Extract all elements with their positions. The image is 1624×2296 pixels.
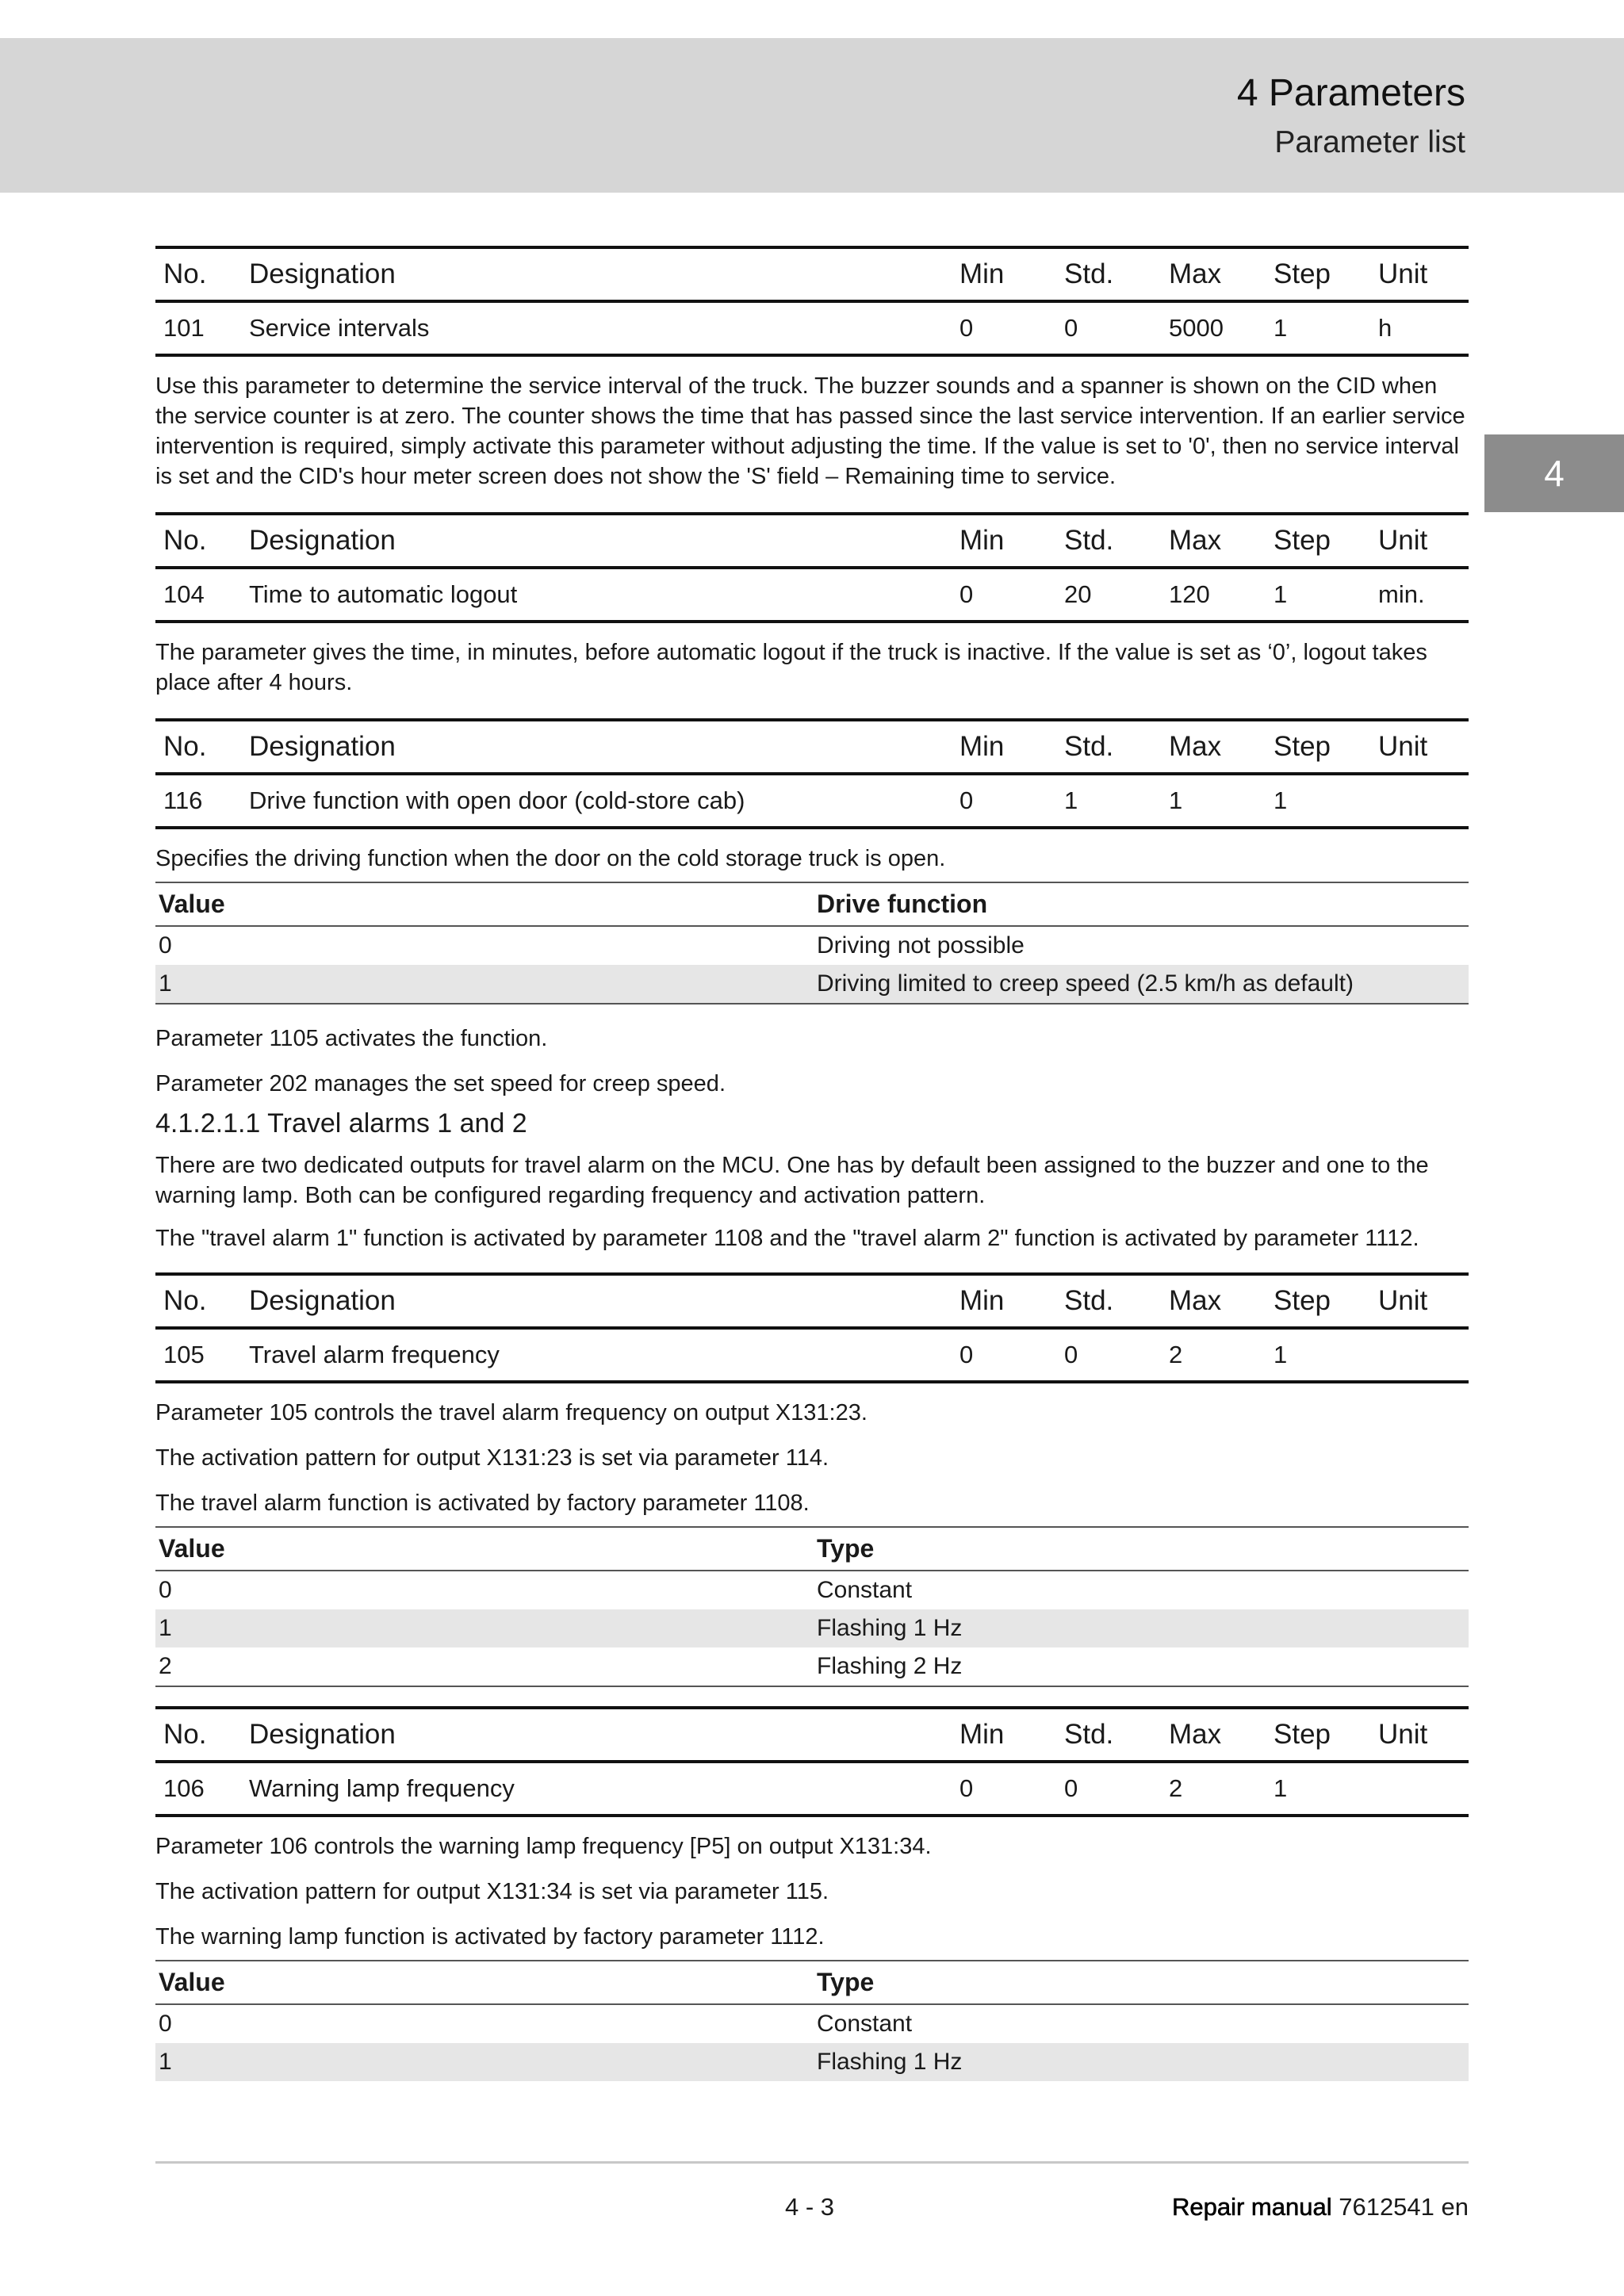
param-row xyxy=(155,1762,1469,1816)
table-row xyxy=(155,2043,1469,2081)
col-designation: Designation xyxy=(241,1708,952,1762)
col-min: Min xyxy=(952,514,1056,568)
param-std: 20 xyxy=(1056,568,1161,622)
param-unit xyxy=(1370,1328,1469,1382)
p105-note-3: The travel alarm function is activated by factory parameter 1108. xyxy=(155,1490,810,1516)
param-row xyxy=(155,1328,1469,1382)
param-min: 0 xyxy=(952,1762,1056,1816)
table-row xyxy=(155,1609,1469,1647)
p106-note-2: The activation pattern for output X131:34 is set via parameter 115. xyxy=(155,1879,829,1904)
manual-number: 7612541 en xyxy=(1339,2193,1469,2221)
row-description: Driving not possible xyxy=(817,932,1025,959)
col-designation: Designation xyxy=(241,247,952,301)
col-min: Min xyxy=(952,247,1056,301)
param-unit: h xyxy=(1370,301,1469,355)
type-column-header: Type xyxy=(814,1527,1469,1571)
p106-note-1: Parameter 106 controls the warning lamp frequency [P5] on output X131:34. xyxy=(155,1834,932,1859)
col-designation: Designation xyxy=(241,514,952,568)
param-table-101 xyxy=(155,246,1469,357)
param-unit xyxy=(1370,774,1469,828)
param-max: 1 xyxy=(1161,774,1266,828)
param-max: 2 xyxy=(1161,1328,1266,1382)
col-no: No. xyxy=(155,247,241,301)
drive-function-column-header: Drive function xyxy=(814,882,1469,926)
col-min: Min xyxy=(952,1274,1056,1328)
param-designation: Drive function with open door (cold-store cab) xyxy=(241,774,952,828)
type-column-header: Type xyxy=(814,1961,1469,2004)
manual-reference xyxy=(1172,2193,1469,2221)
col-unit: Unit xyxy=(1370,1708,1469,1762)
param-header-row xyxy=(155,247,1469,301)
travel-alarm-type-table xyxy=(155,1526,1469,1687)
row-description: Flashing 2 Hz xyxy=(814,1647,1469,1686)
param-max: 5000 xyxy=(1161,301,1266,355)
col-no: No. xyxy=(155,1274,241,1328)
param-table-105 xyxy=(155,1272,1469,1383)
manual-label: Repair manual xyxy=(1171,2193,1332,2221)
col-std: Std. xyxy=(1056,1274,1161,1328)
param-unit: min. xyxy=(1370,568,1469,622)
param-header-row xyxy=(155,720,1469,774)
p116-description: Specifies the driving function when the door on the cold storage truck is open. xyxy=(155,846,946,871)
param-table-104 xyxy=(155,512,1469,623)
param-min: 0 xyxy=(952,568,1056,622)
p105-note-1: Parameter 105 controls the travel alarm frequency on output X131:23. xyxy=(155,1400,868,1425)
table-row xyxy=(155,2004,1469,2043)
param-no: 105 xyxy=(155,1328,241,1382)
col-std: Std. xyxy=(1056,514,1161,568)
col-unit: Unit xyxy=(1370,514,1469,568)
value-table-header xyxy=(155,1527,1469,1571)
param-row xyxy=(155,301,1469,355)
row-value: 1 xyxy=(155,2043,814,2081)
param-std: 0 xyxy=(1056,1762,1161,1816)
col-no: No. xyxy=(155,1708,241,1762)
param-std: 0 xyxy=(1056,1328,1161,1382)
col-step: Step xyxy=(1266,514,1370,568)
param-no: 106 xyxy=(155,1762,241,1816)
p106-note-3: The warning lamp function is activated by factory parameter 1112. xyxy=(155,1924,825,1950)
param-designation: Service intervals xyxy=(241,301,952,355)
col-unit: Unit xyxy=(1370,720,1469,774)
param-no: 116 xyxy=(155,774,241,828)
value-table-header xyxy=(155,882,1469,926)
param-row xyxy=(155,774,1469,828)
col-unit: Unit xyxy=(1370,247,1469,301)
col-unit: Unit xyxy=(1370,1274,1469,1328)
col-step: Step xyxy=(1266,247,1370,301)
col-max: Max xyxy=(1161,1274,1266,1328)
chapter-tab: 4 xyxy=(1484,434,1624,512)
col-no: No. xyxy=(155,720,241,774)
row-value: 0 xyxy=(159,2011,172,2037)
param-std: 0 xyxy=(1056,301,1161,355)
param-min: 0 xyxy=(952,1328,1056,1382)
col-no: No. xyxy=(155,514,241,568)
param-designation: Time to automatic logout xyxy=(241,568,952,622)
value-column-header: Value xyxy=(155,882,814,926)
subsection-heading: 4.1.2.1.1 Travel alarms 1 and 2 xyxy=(155,1108,527,1138)
header-band xyxy=(0,38,1624,193)
col-step: Step xyxy=(1266,1274,1370,1328)
table-row xyxy=(155,965,1469,1004)
col-step: Step xyxy=(1266,1708,1370,1762)
value-table-header xyxy=(155,1961,1469,2004)
value-column-header: Value xyxy=(155,1527,814,1571)
param-table-116 xyxy=(155,718,1469,829)
table-row xyxy=(155,926,1469,965)
param-step: 1 xyxy=(1266,1762,1370,1816)
row-description: Flashing 1 Hz xyxy=(814,2043,1469,2081)
footer-divider xyxy=(155,2161,1469,2164)
col-designation: Designation xyxy=(241,720,952,774)
param-unit xyxy=(1370,1762,1469,1816)
row-value: 0 xyxy=(159,932,172,959)
travel-alarm-intro-2: The "travel alarm 1" function is activated by parameter 1108 and the "travel alarm 2" function is activated by parameter 1112. xyxy=(155,1226,1419,1251)
col-step: Step xyxy=(1266,720,1370,774)
row-description: Driving limited to creep speed (2.5 km/h as default) xyxy=(814,965,1469,1004)
param-min: 0 xyxy=(952,774,1056,828)
param-header-row xyxy=(155,1708,1469,1762)
table-row xyxy=(155,1571,1469,1609)
col-max: Max xyxy=(1161,247,1266,301)
param-step: 1 xyxy=(1266,774,1370,828)
row-description: Constant xyxy=(817,1577,913,1603)
drive-function-table xyxy=(155,882,1469,1004)
p116-note-1: Parameter 1105 activates the function. xyxy=(155,1026,548,1051)
param-no: 101 xyxy=(155,301,241,355)
p101-description: Use this parameter to determine the service interval of the truck. The buzzer sounds and a spanner is shown on the CID when the service counter is at zero. The counter shows the time that has passed since the last service intervention. If an earlier service intervention is required, simply activate this parameter without adjusting the time. If the value is set to '0', then no service interval is set and the CID's hour meter screen does not show the 'S' field – Remaining time to service. xyxy=(155,373,1465,489)
col-min: Min xyxy=(952,1708,1056,1762)
param-step: 1 xyxy=(1266,301,1370,355)
chapter-title: 4 Parameters xyxy=(1236,72,1465,114)
param-designation: Warning lamp frequency xyxy=(241,1762,952,1816)
param-step: 1 xyxy=(1266,1328,1370,1382)
col-std: Std. xyxy=(1056,1708,1161,1762)
param-table-106 xyxy=(155,1706,1469,1817)
travel-alarm-intro-1: There are two dedicated outputs for travel alarm on the MCU. One has by default been assigned to the buzzer and one to the warning lamp. Both can be configured regarding frequency and activation pattern. xyxy=(155,1153,1429,1208)
page-number: 4 - 3 xyxy=(785,2193,835,2221)
param-step: 1 xyxy=(1266,568,1370,622)
row-value: 1 xyxy=(155,1609,814,1647)
row-value: 2 xyxy=(155,1647,814,1686)
param-max: 2 xyxy=(1161,1762,1266,1816)
param-row xyxy=(155,568,1469,622)
col-max: Max xyxy=(1161,1708,1266,1762)
param-std: 1 xyxy=(1056,774,1161,828)
param-max: 120 xyxy=(1161,568,1266,622)
col-max: Max xyxy=(1161,514,1266,568)
param-min: 0 xyxy=(952,301,1056,355)
page-content xyxy=(155,246,1469,2100)
warning-lamp-type-table xyxy=(155,1960,1469,2081)
param-header-row xyxy=(155,1274,1469,1328)
row-description: Flashing 1 Hz xyxy=(814,1609,1469,1647)
p104-description: The parameter gives the time, in minutes, before automatic logout if the truck is inactive. If the value is set as ‘0’, logout takes place after 4 hours. xyxy=(155,640,1427,695)
row-description: Constant xyxy=(817,2011,913,2037)
col-std: Std. xyxy=(1056,247,1161,301)
col-max: Max xyxy=(1161,720,1266,774)
table-row xyxy=(155,1647,1469,1686)
row-value: 1 xyxy=(155,965,814,1004)
p116-note-2: Parameter 202 manages the set speed for creep speed. xyxy=(155,1071,726,1096)
value-column-header: Value xyxy=(155,1961,814,2004)
col-min: Min xyxy=(952,720,1056,774)
col-designation: Designation xyxy=(241,1274,952,1328)
col-std: Std. xyxy=(1056,720,1161,774)
param-designation: Travel alarm frequency xyxy=(241,1328,952,1382)
param-no: 104 xyxy=(155,568,241,622)
row-value: 0 xyxy=(159,1577,172,1603)
p105-note-2: The activation pattern for output X131:23 is set via parameter 114. xyxy=(155,1445,829,1471)
section-title: Parameter list xyxy=(1274,125,1465,159)
param-header-row xyxy=(155,514,1469,568)
